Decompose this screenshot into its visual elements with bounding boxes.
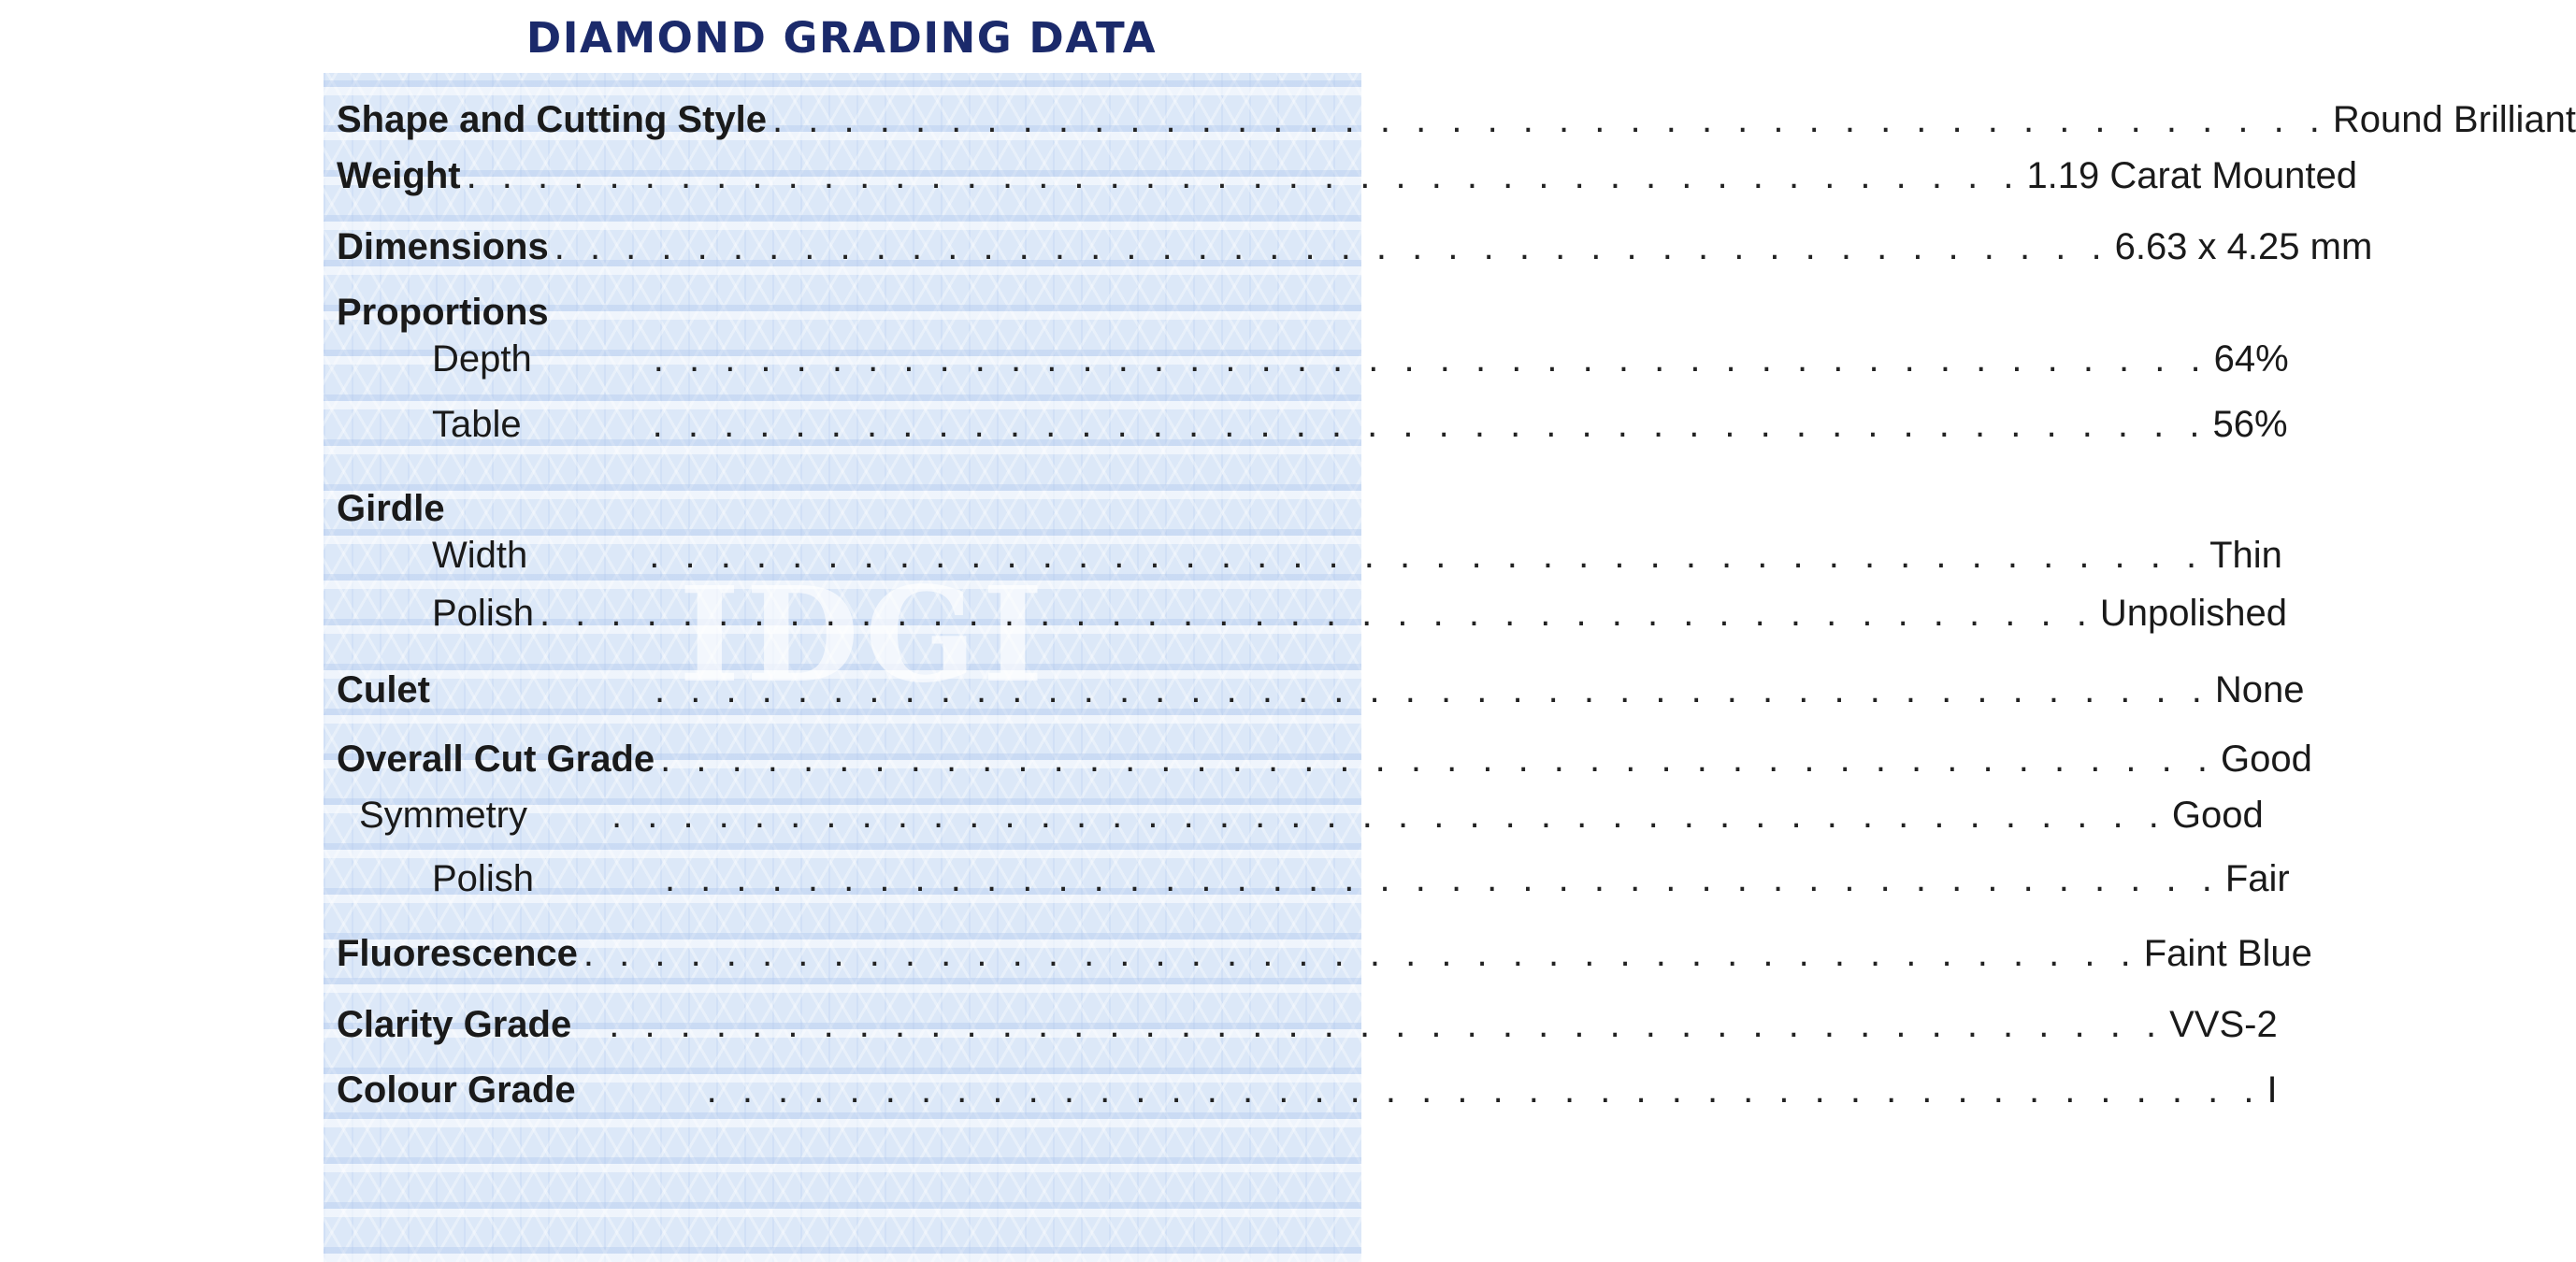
row-symmetry (359, 793, 2264, 838)
row-weight (337, 153, 2357, 198)
leader: . . . . . . . . . . . . . . . . . . . . . . . . . . . . . . . . . . . . . . . . . . . . (583, 933, 2138, 974)
label-symmetry: Symmetry (359, 795, 527, 836)
value-depth: 64% (2213, 338, 2289, 380)
label-clarity: Clarity Grade (337, 1004, 572, 1045)
leader: . . . . . . . . . . . . . . . . . . . . . . . . . . . . . . . . . . . . . . . . . . . . (649, 535, 2205, 576)
value-girdle-width: Thin (2209, 535, 2282, 576)
label-table: Table (432, 404, 522, 445)
row-dimensions (337, 224, 2373, 269)
row-girdle-width (432, 533, 2282, 578)
value-fluorescence: Faint Blue (2143, 933, 2312, 974)
row-fluorescence (337, 931, 2312, 976)
label-colour: Colour Grade (337, 1069, 576, 1111)
row-depth (432, 337, 2289, 381)
grading-panel (324, 73, 2576, 1262)
row-shape (337, 97, 2576, 142)
leader: . . . . . . . . . . . . . . . . . . . . . . . . . . . . . . . . . . . . . . . . . . . . (706, 1069, 2262, 1111)
value-dimensions: 6.63 x 4.25 mm (2114, 226, 2373, 267)
value-overall-cut: Good (2220, 739, 2312, 780)
leader: . . . . . . . . . . . . . . . . . . . . . . . . . . . . . . . . . . . . . . . . . . . . (772, 99, 2327, 140)
leader: . . . . . . . . . . . . . . . . . . . . . . . . . . . . . . . . . . . . . . . . . . . . (539, 593, 2094, 634)
label-girdle-width: Width (432, 535, 528, 576)
row-culet (337, 667, 2305, 712)
label-weight: Weight (337, 155, 461, 196)
row-clarity (337, 1002, 2278, 1047)
page-title: DIAMOND GRADING DATA (525, 13, 1158, 63)
section-proportions: Proportions (337, 292, 549, 333)
value-polish: Fair (2224, 858, 2290, 899)
leader: . . . . . . . . . . . . . . . . . . . . . . . . . . . . . . . . . . . . . . . . . . . . (466, 155, 2022, 196)
leader: . . . . . . . . . . . . . . . . . . . . . . . . . . . . . . . . . . . . . . . . . . . . (652, 404, 2208, 445)
value-colour: I (2267, 1069, 2278, 1111)
label-overall-cut: Overall Cut Grade (337, 739, 655, 780)
value-weight: 1.19 Carat Mounted (2026, 155, 2357, 196)
label-culet: Culet (337, 669, 430, 710)
value-culet: None (2214, 669, 2305, 710)
label-depth: Depth (432, 338, 532, 380)
label-shape: Shape and Cutting Style (337, 99, 768, 140)
value-table: 56% (2212, 404, 2288, 445)
section-girdle: Girdle (337, 488, 445, 529)
leader: . . . . . . . . . . . . . . . . . . . . . . . . . . . . . . . . . . . . . . . . . . . . (660, 739, 2215, 780)
label-fluorescence: Fluorescence (337, 933, 578, 974)
leader: . . . . . . . . . . . . . . . . . . . . . . . . . . . . . . . . . . . . . . . . . . . . (653, 338, 2209, 380)
leader: . . . . . . . . . . . . . . . . . . . . . . . . . . . . . . . . . . . . . . . . . . . . (664, 858, 2220, 899)
label-polish: Polish (432, 858, 534, 899)
value-shape: Round Brilliant (2332, 99, 2576, 140)
value-symmetry: Good (2171, 795, 2264, 836)
leader: . . . . . . . . . . . . . . . . . . . . . . . . . . . . . . . . . . . . . . . . . . . . (612, 795, 2166, 836)
row-polish (432, 856, 2290, 901)
label-dimensions: Dimensions (337, 226, 549, 267)
row-colour (337, 1068, 2278, 1112)
value-clarity: VVS-2 (2169, 1004, 2278, 1045)
row-table (432, 402, 2288, 447)
label-girdle-polish: Polish (432, 593, 534, 634)
row-overall-cut (337, 737, 2312, 782)
watermark: IDGI (679, 559, 1049, 712)
leader: . . . . . . . . . . . . . . . . . . . . . . . . . . . . . . . . . . . . . . . . . . . . (554, 226, 2109, 267)
leader: . . . . . . . . . . . . . . . . . . . . . . . . . . . . . . . . . . . . . . . . . . . . (655, 669, 2209, 710)
row-girdle-polish (432, 591, 2287, 636)
leader: . . . . . . . . . . . . . . . . . . . . . . . . . . . . . . . . . . . . . . . . . . . . (609, 1004, 2165, 1045)
value-girdle-polish: Unpolished (2099, 593, 2287, 634)
